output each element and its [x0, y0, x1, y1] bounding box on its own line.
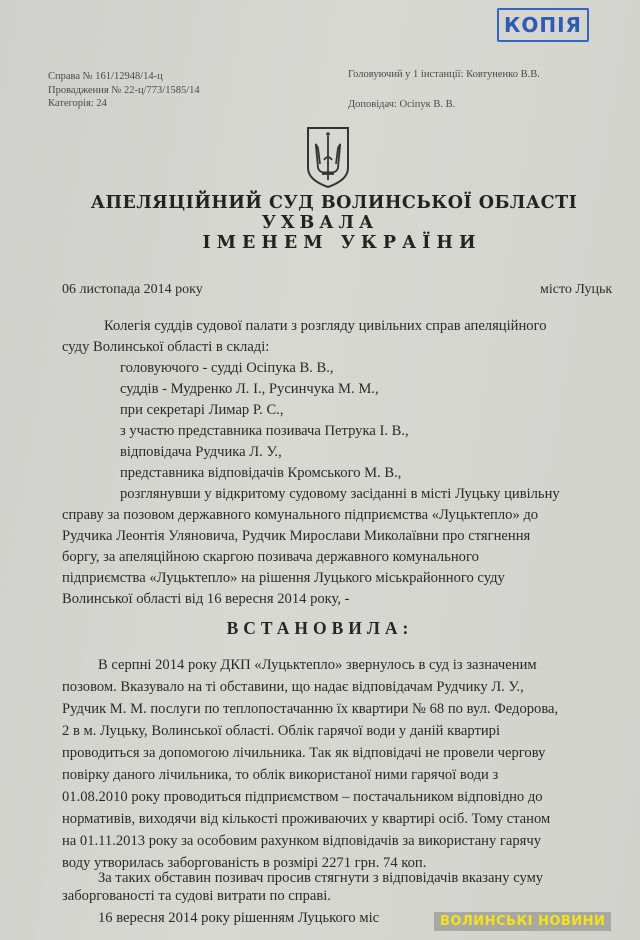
body-line: відповідача Рудчика Л. У., — [120, 444, 282, 460]
body-line: на 01.11.2013 року за особовим рахунком відповідачів за використану гарячу — [62, 833, 542, 849]
decision-date: 06 листопада 2014 року — [62, 282, 203, 297]
body-line: суду Волинської області в складі: — [62, 339, 270, 355]
body-line: Рудчик М. М. послуги по теплопостачанню їх квартири № 68 по вул. Федорова, — [62, 701, 559, 717]
rapporteur: Доповідач: Осіпук В. В. — [348, 99, 456, 110]
copy-stamp: КОПІЯ — [497, 8, 589, 42]
body-line: позовом. Вказувало на ті обставини, що надає відповідачам Рудчику Л. У., — [62, 679, 524, 695]
body-line: розглянувши у відкритому судовому засіданні в місті Луцьку цивільну — [120, 486, 560, 502]
body-line: боргу, за апеляційною скаргою позивача державного комунального — [62, 549, 479, 565]
body-line: підприємства «Луцьктепло» на рішення Луцького міськрайонного суду — [62, 570, 505, 586]
body-line: 16 вересня 2014 року рішенням Луцького міс — [98, 910, 380, 926]
court-name: АПЕЛЯЦІЙНИЙ СУД ВОЛИНСЬКОЇ ОБЛАСТІ — [90, 193, 578, 213]
body-line: заборгованості та судові витрати по справі. — [62, 888, 331, 904]
category: Категорія: 24 — [48, 98, 107, 109]
decision-city: місто Луцьк — [540, 282, 613, 297]
trident-emblem-icon — [302, 124, 354, 190]
body-line: проводиться за допомогою лічильника. Так як відповідачі не провели чергову — [62, 745, 546, 761]
body-line: справу за позовом державного комунального підприємства «Луцьктепло» до — [62, 507, 539, 523]
document-type: УХВАЛА — [261, 213, 379, 233]
body-line: Колегія суддів судової палати з розгляду цивільних справ апеляційного — [104, 318, 547, 334]
body-line: нормативів, виходячи від кількості проживаючих у квартирі осіб. Тому станом — [62, 811, 551, 827]
body-line: 01.08.2010 року проводиться підприємством – постачальником відповідно до — [62, 789, 543, 805]
news-watermark: ВОЛИНСЬКІ НОВИНИ — [434, 912, 611, 931]
body-line: головуючого - судді Осіпука В. В., — [120, 360, 334, 376]
body-line: воду утворилась заборгованість в розмірі 2271 грн. 74 коп. — [62, 855, 427, 871]
body-line: Волинської області від 16 вересня 2014 року, - — [62, 591, 350, 607]
body-line: суддів - Мудренко Л. І., Русинчука М. М., — [120, 381, 379, 397]
presiding-first-instance: Головуючий у 1 інстанції: Ковтуненко В.В. — [348, 69, 540, 80]
section-heading: ВСТАНОВИЛА: — [226, 618, 414, 638]
in-the-name-line: ІМЕНЕМ УКРАЇНИ — [202, 233, 482, 253]
body-line: з участю представника позивача Петрука І. В., — [120, 423, 409, 439]
body-line: В серпні 2014 року ДКП «Луцьктепло» звернулось в суд із зазначеним — [98, 657, 537, 673]
body-line: повірку даного лічильника, то облік використаної ними гарячої води з — [62, 767, 499, 783]
body-line: 2 в м. Луцьку, Волинської області. Облік гарячої води у даній квартирі — [62, 723, 500, 739]
body-line: Рудчика Леонтія Уляновича, Рудчик Мирослави Миколаївни про стягнення — [62, 528, 531, 544]
body-line: при секретарі Лимар Р. С., — [120, 402, 284, 418]
case-metadata — [48, 70, 200, 111]
body-line: представника відповідачів Кромського М. В., — [120, 465, 402, 481]
proceeding-number: Провадження № 22-ц/773/1585/14 — [48, 84, 200, 96]
case-number: Справа № 161/12948/14-ц — [48, 71, 163, 82]
body-line: За таких обставин позивач просив стягнути з відповідачів вказану суму — [98, 870, 544, 886]
